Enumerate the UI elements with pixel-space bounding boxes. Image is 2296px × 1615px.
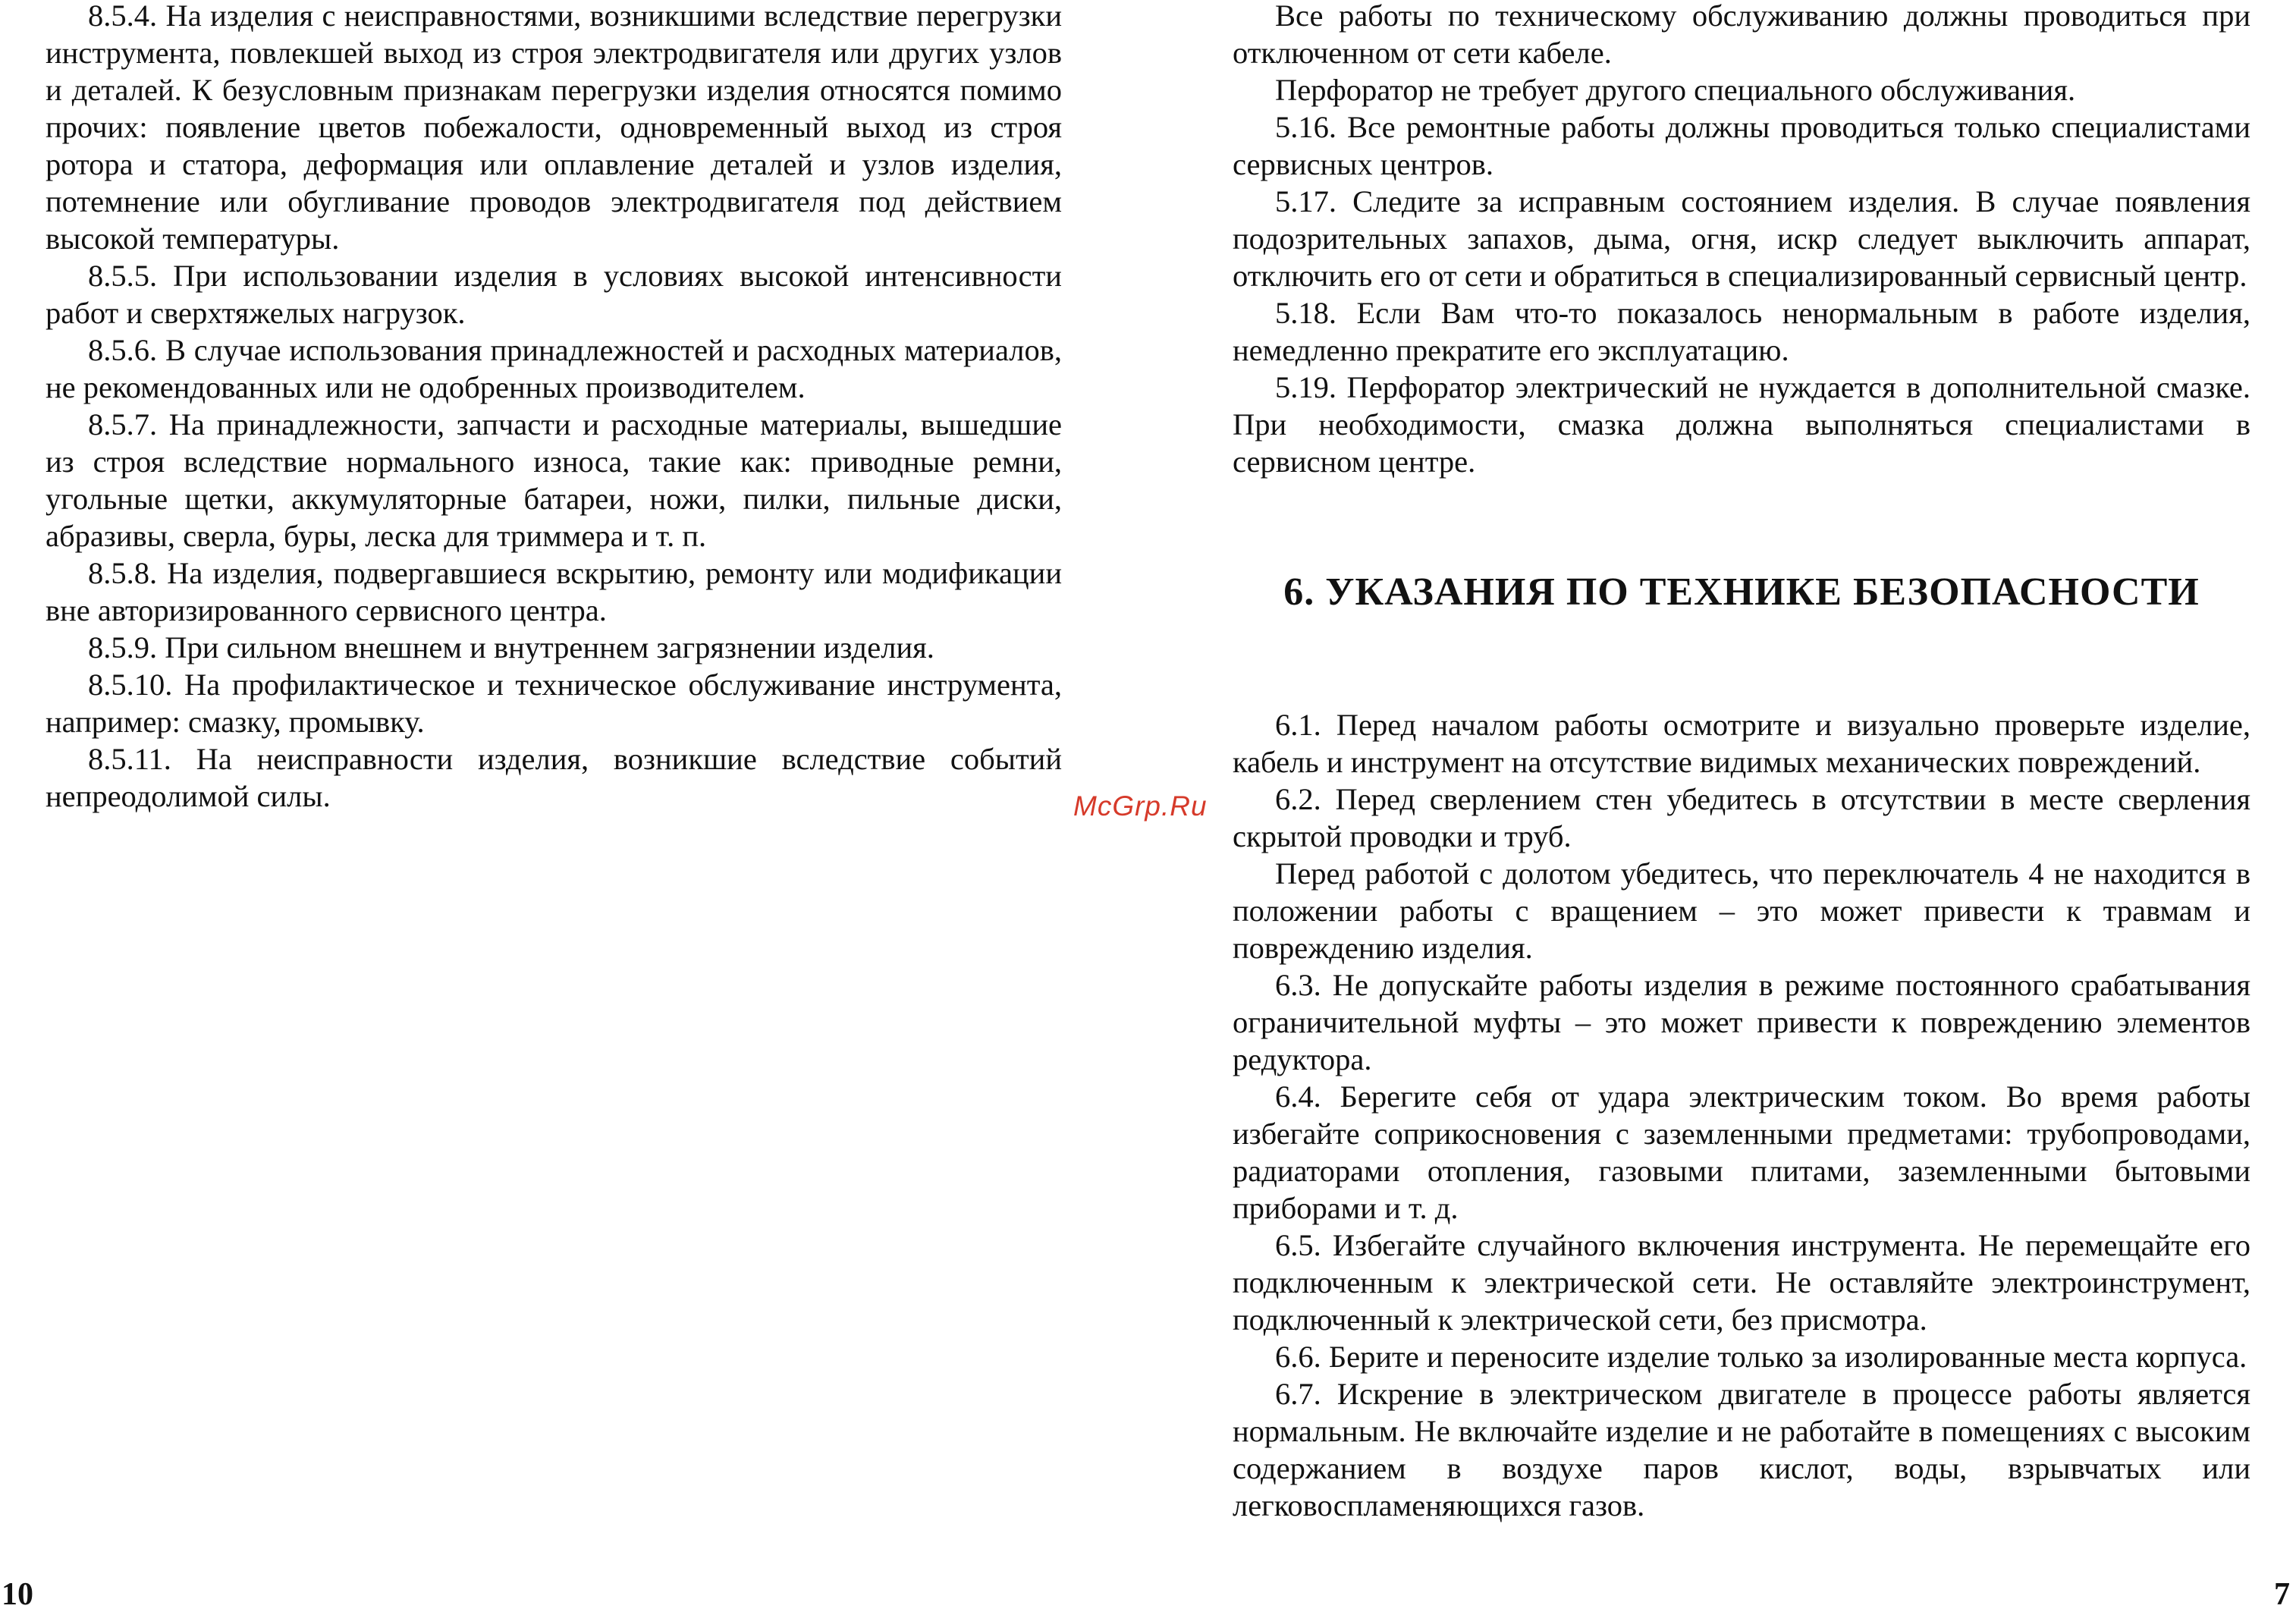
page-number-right: 7 [2274,1577,2290,1612]
paragraph-6-2: 6.2. Перед сверлением стен убедитесь в отсутствии в месте сверления скрытой проводки и труб. [1233,782,2250,853]
right-page-column [1233,0,2250,1524]
paragraph-6-7: 6.7. Искрение в электрическом двигателе в процессе работы является нормальным. Не включайте изделие и не работайте в помещениях с высоким содержанием в воздухе паров кислот, воды, взрывчатых или легковоспламеняющихся газов. [1233,1377,2250,1522]
paragraph-8-5-8: 8.5.8. На изделия, подвергавшиеся вскрытию, ремонту или модификации вне авторизированного сервисного центра. [46,556,1062,627]
paragraph-6-4: 6.4. Берегите себя от удара электрическим током. Во время работы избегайте соприкосновения с заземленными предметами: трубопроводами, радиаторами отопления, газовыми плитами, заземленными бытовыми приборами и т. д. [1233,1079,2250,1225]
paragraph-5-18: 5.18. Если Вам что-то показалось ненормальным в работе изделия, немедленно прекратите его эксплуатацию. [1233,296,2250,367]
paragraph-8-5-9: 8.5.9. При сильном внешнем и внутреннем загрязнении изделия. [88,630,934,665]
watermark-text: McGrp.Ru [1073,790,1208,822]
paragraph-6-5: 6.5. Избегайте случайного включения инструмента. Не перемещайте его подключенным к электрической сети. Не оставляйте электроинструмент, подключенный к электрической сети, без присмотра. [1233,1228,2250,1337]
paragraph-6-3: 6.3. Не допускайте работы изделия в режиме постоянного срабатывания ограничительной муфты – это может привести к повреждению элементов редуктора. [1233,968,2250,1076]
paragraph-8-5-10: 8.5.10. На профилактическое и техническое обслуживание инструмента, например: смазку, промывку. [46,668,1062,739]
paragraph-8-5-6: 8.5.6. В случае использования принадлежностей и расходных материалов, не рекомендованных или не одобренных производителем. [46,333,1062,404]
paragraph-8-5-11: 8.5.11. На неисправности изделия, возникшие вследствие событий непреодолимой силы. [46,742,1062,813]
paragraph-8-5-4: 8.5.4. На изделия с неисправностями, возникшими вследствие перегрузки инструмента, повлекшей выход из строя электродвигателя или других узлов и деталей. К безусловным признакам перегрузки изделия относятся помимо прочих: появление цветов побежалости, одновременный выход из строя ротора и статора, деформация или оплавление деталей и узлов изделия, потемнение или обугливание проводов электродвигателя под действием высокой температуры. [46,0,1062,256]
left-page-column [46,0,1062,815]
paragraph-5-16: 5.16. Все ремонтные работы должны проводиться только специалистами сервисных центров. [1233,110,2250,181]
section-heading: 6. УКАЗАНИЯ ПО ТЕХНИКЕ БЕЗОПАСНОСТИ [1283,570,2200,614]
page-number-left: 10 [2,1577,33,1612]
paragraph-8-5-5: 8.5.5. При использовании изделия в условиях высокой интенсивности работ и сверхтяжелых нагрузок. [46,259,1062,330]
paragraph-no-special-service: Перфоратор не требует другого специального обслуживания. [1275,73,2076,107]
paragraph-5-19: 5.19. Перфоратор электрический не нуждается в дополнительной смазке. При необходимости, смазка должна выполняться специалистами в сервисном центре. [1233,370,2250,479]
paragraph-6-1: 6.1. Перед началом работы осмотрите и визуально проверьте изделие, кабель и инструмент на отсутствие видимых механических повреждений. [1233,708,2250,779]
paragraph-maintenance-cable: Все работы по техническому обслуживанию должны проводиться при отключенном от сети кабеле. [1233,0,2250,70]
paragraph-chisel-switch: Перед работой с долотом убедитесь, что переключатель 4 не находится в положении работы с вращением – это может привести к травмам и повреждению изделия. [1233,856,2250,965]
paragraph-6-6: 6.6. Берите и переносите изделие только за изолированные места корпуса. [1275,1340,2247,1374]
paragraph-8-5-7: 8.5.7. На принадлежности, запчасти и расходные материалы, вышедшие из строя вследствие нормального износа, такие как: приводные ремни, угольные щетки, аккумуляторные батареи, ножи, пилки, пильные диски, абразивы, сверла, буры, леска для триммера и т. п. [46,407,1062,553]
paragraph-5-17: 5.17. Следите за исправным состоянием изделия. В случае появления подозрительных запахов, дыма, огня, искр следует выключить аппарат, отключить его от сети и обратиться в специализированный сервисный центр. [1233,184,2250,293]
